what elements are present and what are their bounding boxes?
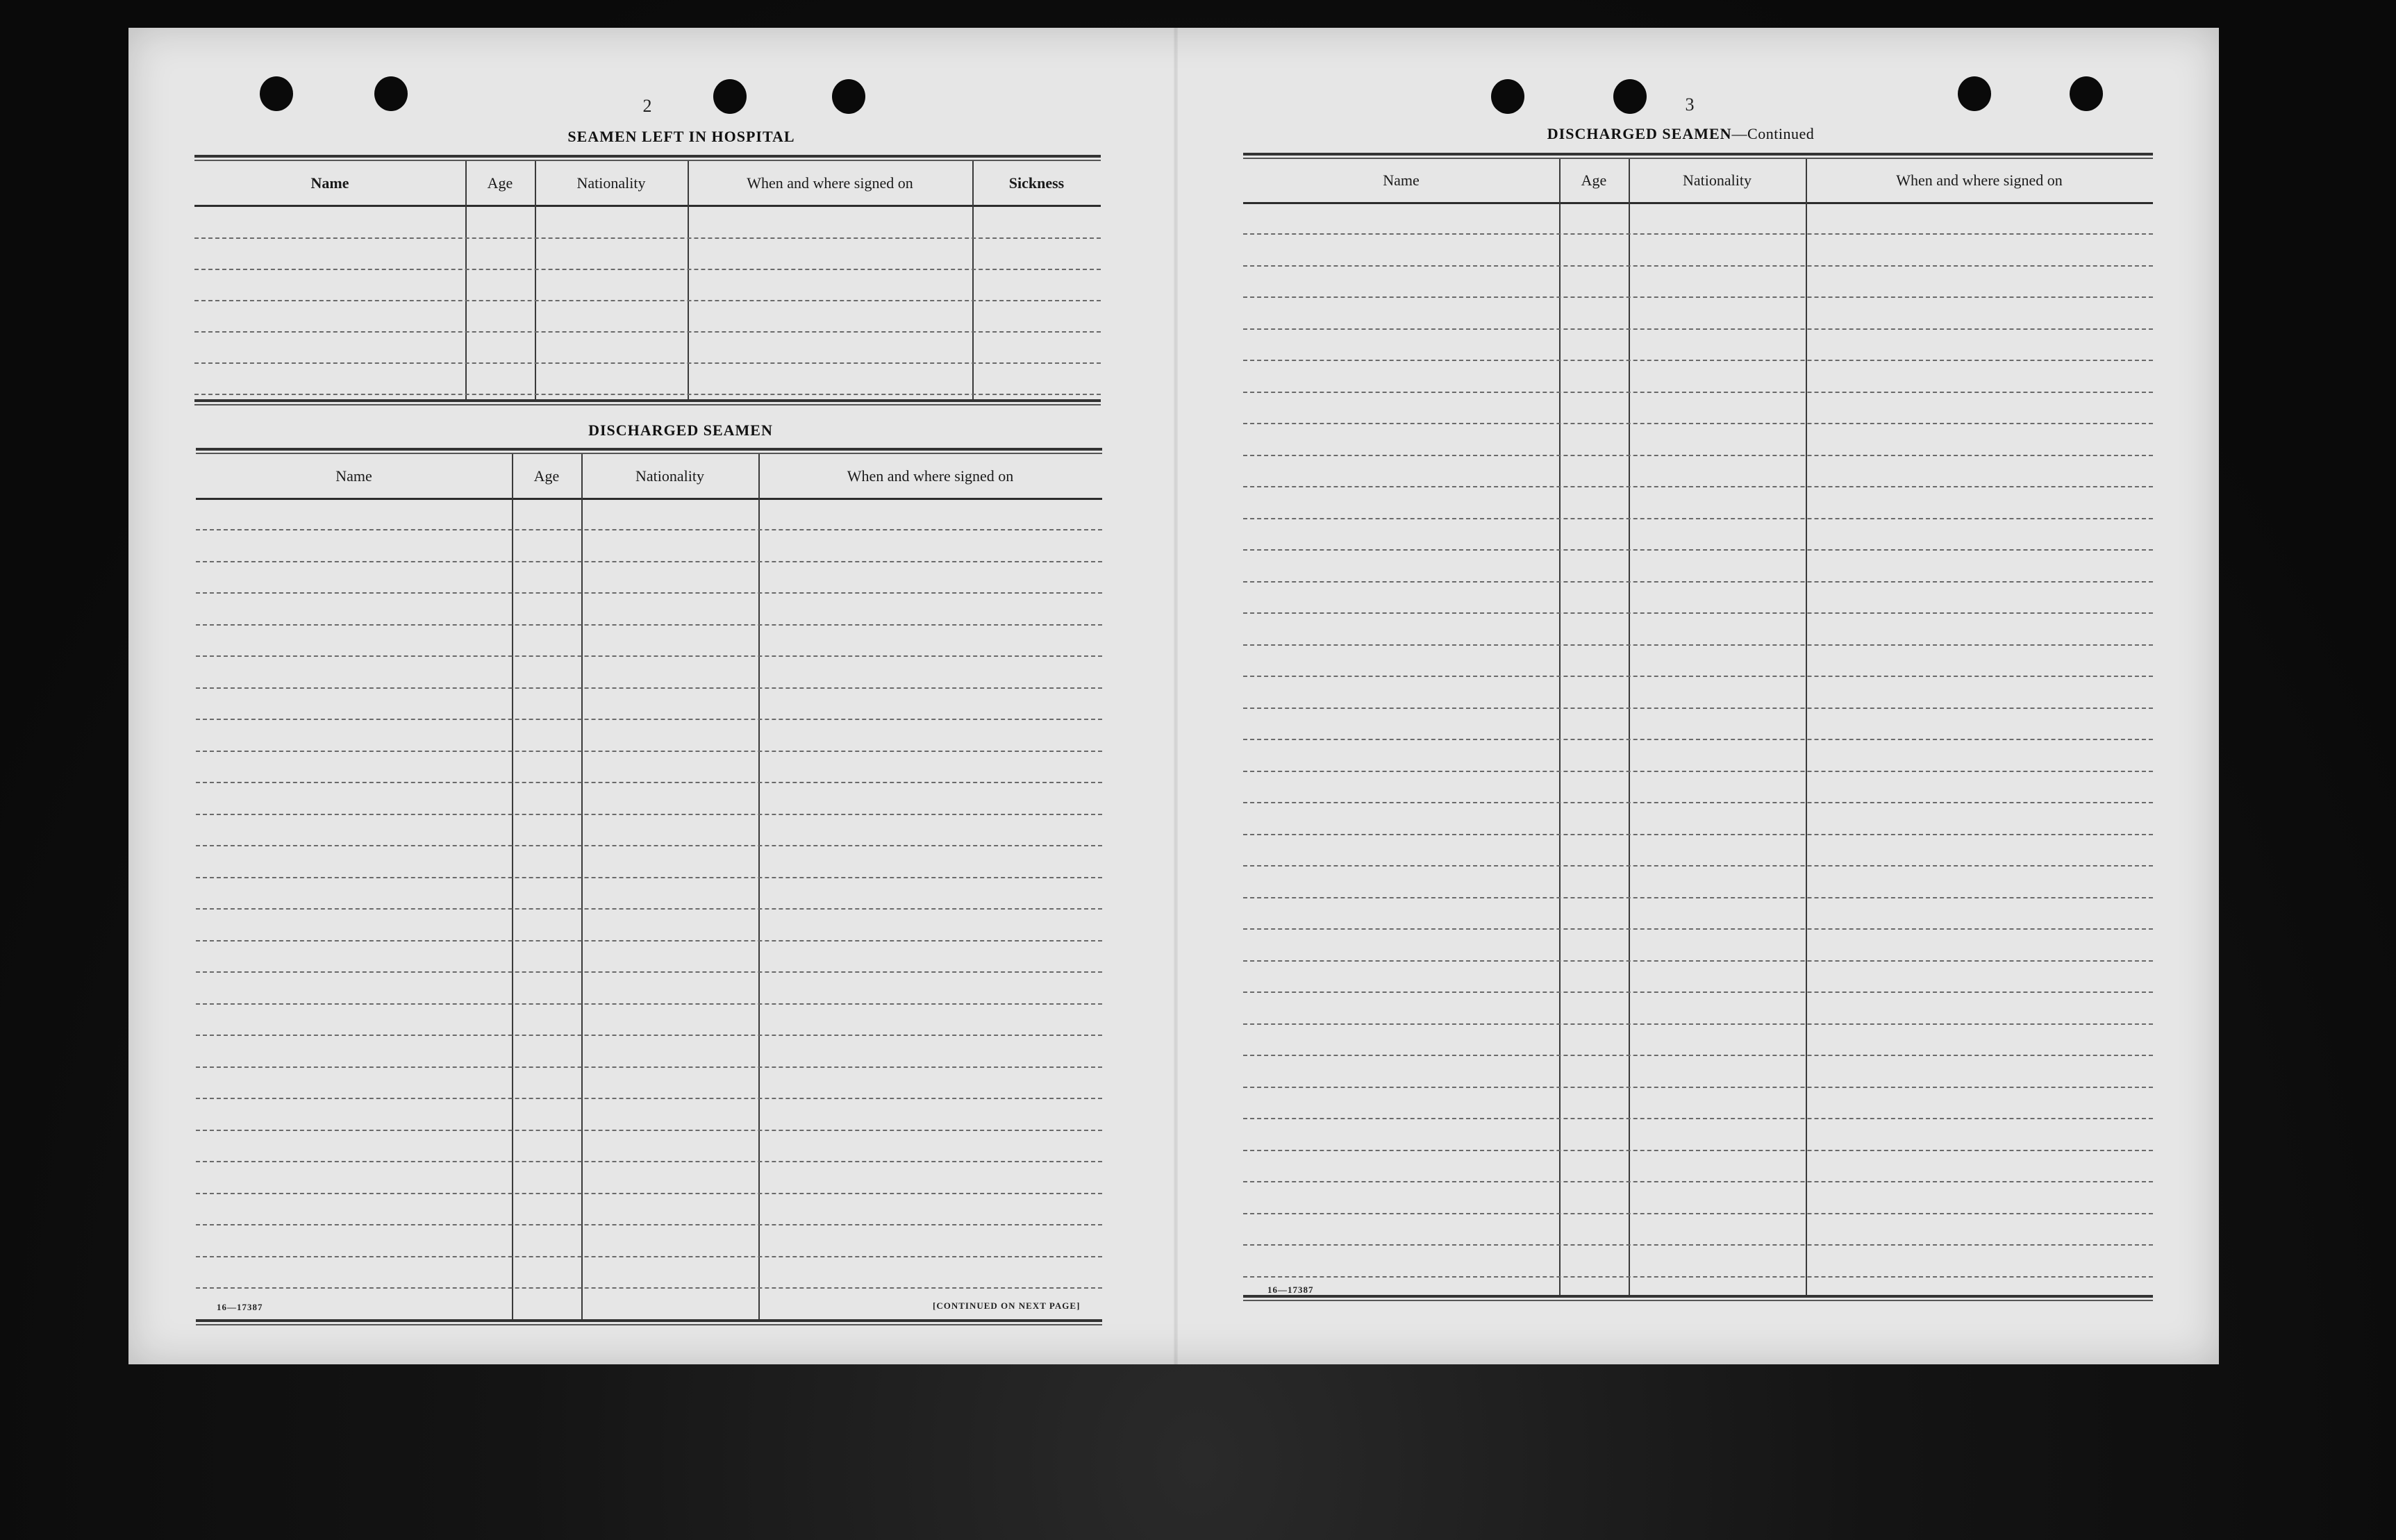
table-row <box>196 908 1102 910</box>
table-row <box>194 394 1101 395</box>
column-header-sickness: Sickness <box>1008 174 1065 192</box>
table-row <box>196 719 1102 720</box>
discharged-continued-table <box>1243 153 2153 1305</box>
punch-hole <box>1491 79 1524 114</box>
table-row <box>1243 1150 2153 1151</box>
discharged-section-title: DISCHARGED SEAMEN <box>588 421 773 439</box>
table-row <box>196 845 1102 846</box>
column-header-when-and-where-signed-on: When and where signed on <box>1896 171 2063 189</box>
column-divider <box>758 454 760 1319</box>
bottom-rule <box>194 404 1101 405</box>
discharged-continued-title-main: DISCHARGED SEAMEN <box>1547 125 1732 142</box>
column-header-name: Name <box>310 174 349 192</box>
header-rule <box>194 205 1101 207</box>
table-row <box>1243 265 2153 267</box>
table-row <box>1243 676 2153 677</box>
table-row <box>1243 1181 2153 1182</box>
table-row <box>1243 549 2153 551</box>
punch-hole <box>1613 79 1647 114</box>
table-row <box>1243 486 2153 487</box>
discharged-table <box>196 448 1102 1330</box>
bottom-rule <box>196 1319 1102 1322</box>
table-row <box>1243 991 2153 993</box>
punch-hole <box>1958 76 1991 111</box>
table-row <box>196 529 1102 530</box>
table-row <box>1243 928 2153 930</box>
table-row <box>196 1130 1102 1131</box>
table-row <box>1243 518 2153 519</box>
header-rule <box>196 498 1102 500</box>
table-row <box>196 624 1102 626</box>
discharged-continued-title <box>1490 125 1872 143</box>
top-rule <box>196 448 1102 451</box>
table-row <box>1243 771 2153 772</box>
table-row <box>196 1193 1102 1194</box>
hospital-table <box>194 155 1101 433</box>
table-row <box>196 940 1102 941</box>
table-row <box>196 1098 1102 1099</box>
table-row <box>1243 960 2153 962</box>
table-row <box>196 1287 1102 1289</box>
table-row <box>196 814 1102 815</box>
table-row <box>1243 802 2153 803</box>
table-row <box>194 237 1101 239</box>
table-row <box>1243 612 2153 614</box>
table-row <box>1243 581 2153 583</box>
page-gutter <box>1174 28 1178 1364</box>
bottom-rule <box>1243 1300 2153 1301</box>
page-number: 3 <box>1685 94 1695 115</box>
hospital-section-title: SEAMEN LEFT IN HOSPITAL <box>567 128 795 145</box>
table-row <box>1243 455 2153 456</box>
table-row <box>1243 296 2153 298</box>
table-row <box>196 751 1102 752</box>
table-row <box>196 877 1102 878</box>
table-row <box>196 1066 1102 1068</box>
table-row <box>196 561 1102 562</box>
table-row <box>194 300 1101 301</box>
punch-hole <box>2070 76 2103 111</box>
column-header-nationality: Nationality <box>576 174 646 192</box>
punch-hole <box>832 79 865 114</box>
page-number: 2 <box>642 96 652 116</box>
continued-note: [CONTINUED ON NEXT PAGE] <box>933 1300 1081 1311</box>
header-rule <box>1243 202 2153 204</box>
table-row <box>1243 328 2153 330</box>
table-row <box>1243 1055 2153 1056</box>
table-row <box>196 687 1102 689</box>
table-row <box>196 1224 1102 1225</box>
table-row <box>196 655 1102 657</box>
table-row <box>196 782 1102 783</box>
form-number: 16—17387 <box>1267 1284 1314 1295</box>
column-header-name: Name <box>335 467 372 485</box>
column-header-age: Age <box>533 467 560 485</box>
table-row <box>196 971 1102 973</box>
table-row <box>196 1035 1102 1036</box>
bottom-rule <box>1243 1295 2153 1298</box>
table-row <box>1243 865 2153 867</box>
punch-hole <box>374 76 408 111</box>
bottom-rule <box>196 1324 1102 1325</box>
column-header-when-and-where-signed-on: When and where signed on <box>847 467 1014 485</box>
continued-suffix: —Continued <box>1731 125 1815 142</box>
column-header-when-and-where-signed-on: When and where signed on <box>747 174 913 192</box>
column-header-age: Age <box>1581 171 1607 189</box>
table-row <box>194 331 1101 333</box>
table-row <box>1243 1276 2153 1278</box>
table-row <box>1243 897 2153 898</box>
bottom-rule <box>194 399 1101 402</box>
column-divider <box>581 454 583 1319</box>
table-row <box>1243 423 2153 424</box>
table-row <box>1243 1213 2153 1214</box>
punch-hole <box>713 79 747 114</box>
table-row <box>196 1161 1102 1162</box>
table-row <box>194 269 1101 270</box>
top-rule <box>194 155 1101 158</box>
table-row <box>1243 1023 2153 1025</box>
table-row <box>196 1003 1102 1005</box>
table-row <box>194 362 1101 364</box>
table-row <box>1243 1244 2153 1246</box>
table-row <box>1243 739 2153 740</box>
column-header-nationality: Nationality <box>1683 171 1752 189</box>
table-row <box>1243 1118 2153 1119</box>
form-number: 16—17387 <box>217 1302 263 1312</box>
table-row <box>1243 644 2153 646</box>
table-row <box>1243 233 2153 235</box>
table-row <box>1243 1087 2153 1088</box>
table-row <box>1243 360 2153 361</box>
table-row <box>196 592 1102 594</box>
column-divider <box>512 454 513 1319</box>
table-row <box>196 1256 1102 1257</box>
table-row <box>1243 392 2153 393</box>
column-header-name: Name <box>1383 171 1420 189</box>
column-header-age: Age <box>487 174 513 192</box>
table-row <box>1243 708 2153 709</box>
table-row <box>1243 834 2153 835</box>
punch-hole <box>260 76 293 111</box>
ledger-sheet <box>128 28 2219 1364</box>
top-rule <box>1243 153 2153 156</box>
column-header-nationality: Nationality <box>635 467 704 485</box>
